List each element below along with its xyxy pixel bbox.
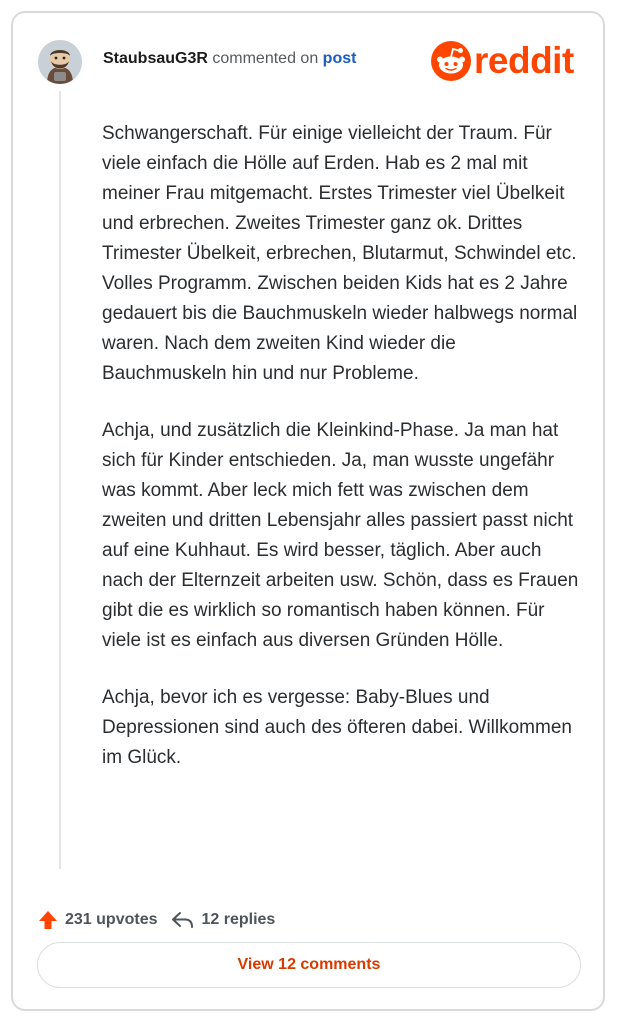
upvote-count: 231 upvotes xyxy=(65,911,158,928)
user-avatar[interactable] xyxy=(38,40,82,84)
avatar-illustration xyxy=(38,40,82,84)
comment-card xyxy=(11,11,605,1011)
comment-paragraph-2: Achja, und zusätzlich die Kleinkind-Phase. Ja man hat sich für Kinder entschieden. Ja, man wusste ungefähr was kommt. Aber leck mich fett was zwischen dem zweiten und dritten Lebensjahr alles passiert passt nicht auf eine Kuhhaut. Es wird besser, täglich. Aber auch nach der Elternzeit arbeiten usw. Schön, dass es Frauen gibt die es wirklich so romantisch haben können. Für viele ist es einfach aus diversen Gründen Hölle. xyxy=(102,420,579,651)
comment-footer xyxy=(37,907,275,933)
reply-arrow-icon[interactable] xyxy=(171,909,195,931)
commented-on-text: commented on xyxy=(212,50,319,67)
username-link[interactable]: StaubsauG3R xyxy=(103,50,208,67)
comment-paragraph-3: Achja, bevor ich es vergesse: Baby-Blues und Depressionen sind auch des öfteren dabei. Willkommen im Glück. xyxy=(102,687,572,768)
reddit-snoo-icon xyxy=(431,41,471,81)
reddit-logo[interactable] xyxy=(431,41,574,81)
reddit-wordmark: reddit xyxy=(474,40,574,81)
view-comments-button[interactable] xyxy=(37,942,581,988)
view-comments-label: View 12 comments xyxy=(237,956,381,973)
upvote-arrow-icon[interactable] xyxy=(37,909,59,931)
comment-paragraph-1: Schwangerschaft. Für einige vielleicht der Traum. Für viele einfach die Hölle auf Erden. Hab es 2 mal mit meiner Frau mitgemacht. Erstes Trimester viel Übelkeit und erbrechen. Zweites Trimester ganz ok. Drittes Trimester Übelkeit, erbrechen, Blutarmut, Schwindel etc. Volles Programm. Zwischen beiden Kids hat es 2 Jahre gedauert bis die Bauchmuskeln wieder halbwegs normal waren. Nach dem zweiten Kind wieder die Bauchmuskeln hin und nur Probleme. xyxy=(102,123,578,384)
comment-meta xyxy=(103,50,356,68)
thread-line[interactable] xyxy=(59,91,61,869)
comment-body xyxy=(102,119,582,800)
reply-count: 12 replies xyxy=(201,911,276,928)
post-link[interactable]: post xyxy=(322,50,357,67)
